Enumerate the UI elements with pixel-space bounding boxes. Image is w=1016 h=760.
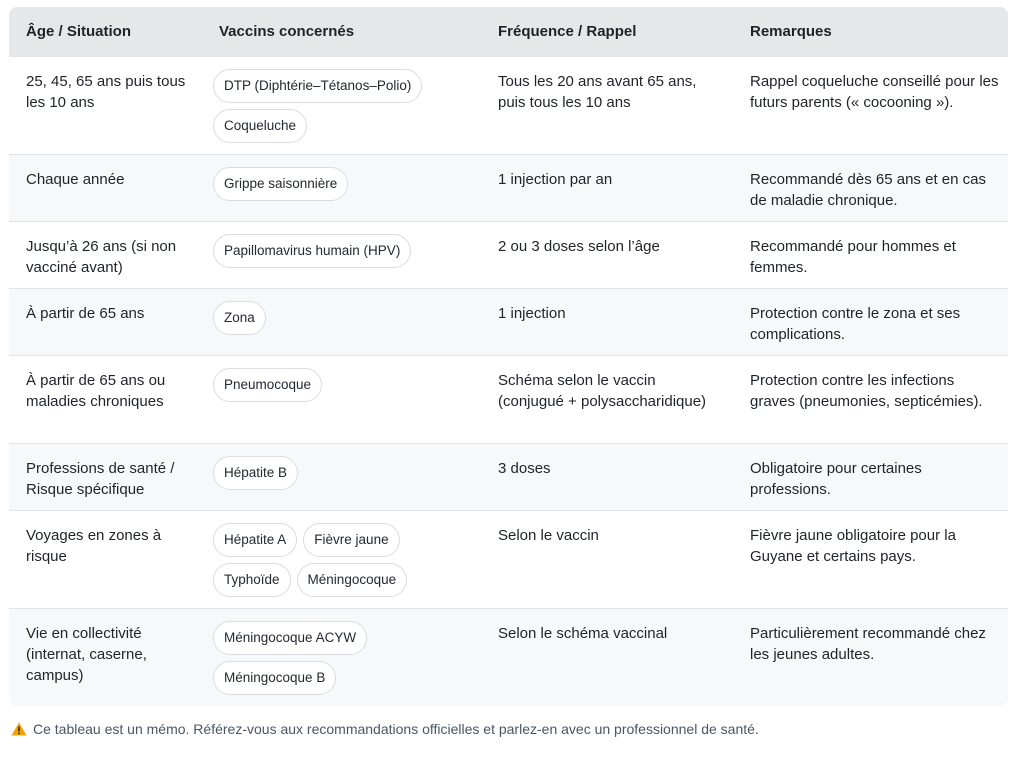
cell-remarks: Recommandé dès 65 ans et en cas de maladie chronique.: [750, 170, 986, 209]
cell-remarks: Rappel coqueluche conseillé pour les futurs parents (« cocooning »).: [750, 72, 999, 111]
cell-vaccines: [202, 443, 481, 510]
cell-frequency: Selon le vaccin: [498, 526, 599, 544]
cell-remarks: Protection contre le zona et ses complications.: [750, 304, 961, 343]
vaccine-tag: Méningocoque B: [213, 661, 336, 695]
cell-remarks: Fièvre jaune obligatoire pour la Guyane et certains pays.: [750, 526, 956, 565]
vaccine-tag-list: [213, 167, 475, 201]
cell-vaccines: [202, 154, 481, 221]
cell-frequency: Tous les 20 ans avant 65 ans, puis tous les 10 ans: [498, 72, 697, 111]
table-row: [9, 56, 1008, 154]
vaccine-tag: DTP (Diphtérie–Tétanos–Polio): [213, 69, 422, 103]
cell-frequency: Selon le schéma vaccinal: [498, 624, 668, 642]
vaccine-tag: Papillomavirus humain (HPV): [213, 234, 411, 268]
vaccine-tag: Méningocoque: [297, 563, 408, 597]
warning-icon: [11, 722, 27, 736]
vaccination-table-container: [9, 7, 1008, 706]
cell-vaccines: [202, 355, 481, 443]
table-row: [9, 443, 1008, 510]
cell-situation: Voyages en zones à risque: [26, 526, 162, 565]
cell-frequency: Schéma selon le vaccin (conjugué + polysaccharidique): [498, 371, 707, 410]
cell-vaccines: [202, 288, 481, 355]
vaccine-tag: Hépatite A: [213, 523, 297, 557]
cell-vaccines: [202, 510, 481, 608]
header-situation: Âge / Situation: [26, 22, 131, 40]
vaccine-tag: Méningocoque ACYW: [213, 621, 367, 655]
cell-frequency: 3 doses: [498, 459, 551, 477]
cell-situation: Professions de santé / Risque spécifique: [26, 459, 175, 498]
vaccine-tag: Pneumocoque: [213, 368, 322, 402]
cell-situation: Jusqu’à 26 ans (si non vacciné avant): [26, 237, 177, 276]
cell-vaccines: [202, 56, 481, 154]
cell-remarks: Obligatoire pour certaines professions.: [750, 459, 922, 498]
vaccine-tag: Hépatite B: [213, 456, 298, 490]
cell-situation: À partir de 65 ans ou maladies chroniques: [26, 371, 166, 410]
vaccine-tag-list: [213, 234, 475, 268]
cell-situation: Vie en collectivité (internat, caserne, campus): [26, 624, 147, 684]
footer-note: [11, 721, 759, 737]
vaccine-tag-list: [213, 368, 475, 402]
vaccine-tag-list: [213, 301, 475, 335]
vaccine-tag: Grippe saisonnière: [213, 167, 348, 201]
cell-remarks: Protection contre les infections graves (pneumonies, septicémies).: [750, 371, 983, 410]
cell-situation: À partir de 65 ans: [26, 304, 145, 322]
cell-frequency: 1 injection par an: [498, 170, 613, 188]
table-row: [9, 355, 1008, 443]
table-row: [9, 221, 1008, 288]
vaccine-tag-list: [213, 621, 475, 695]
vaccine-tag-list: [213, 69, 475, 143]
cell-vaccines: [202, 608, 481, 706]
vaccine-tag: Typhoïde: [213, 563, 291, 597]
table-row: [9, 510, 1008, 608]
footer-note-text: Ce tableau est un mémo. Référez-vous aux recommandations officielles et parlez-en avec un professionnel de santé.: [33, 721, 759, 737]
cell-remarks: Recommandé pour hommes et femmes.: [750, 237, 956, 276]
vaccine-tag: Zona: [213, 301, 266, 335]
vaccine-tag: Fièvre jaune: [303, 523, 399, 557]
cell-remarks: Particulièrement recommandé chez les jeunes adultes.: [750, 624, 986, 663]
cell-vaccines: [202, 221, 481, 288]
header-vaccines: Vaccins concernés: [219, 22, 355, 40]
cell-situation: 25, 45, 65 ans puis tous les 10 ans: [26, 72, 186, 111]
table-header-row: [9, 7, 1008, 56]
vaccine-tag-list: [213, 456, 475, 490]
table-row: [9, 154, 1008, 221]
cell-situation: Chaque année: [26, 170, 125, 188]
table-row: [9, 288, 1008, 355]
header-remarks: Remarques: [750, 22, 832, 40]
cell-frequency: 1 injection: [498, 304, 566, 322]
table-row: [9, 608, 1008, 706]
vaccine-tag: Coqueluche: [213, 109, 307, 143]
vaccination-table: [9, 7, 1008, 706]
cell-frequency: 2 ou 3 doses selon l’âge: [498, 237, 660, 255]
header-frequency: Fréquence / Rappel: [498, 22, 637, 40]
vaccine-tag-list: [213, 523, 475, 597]
